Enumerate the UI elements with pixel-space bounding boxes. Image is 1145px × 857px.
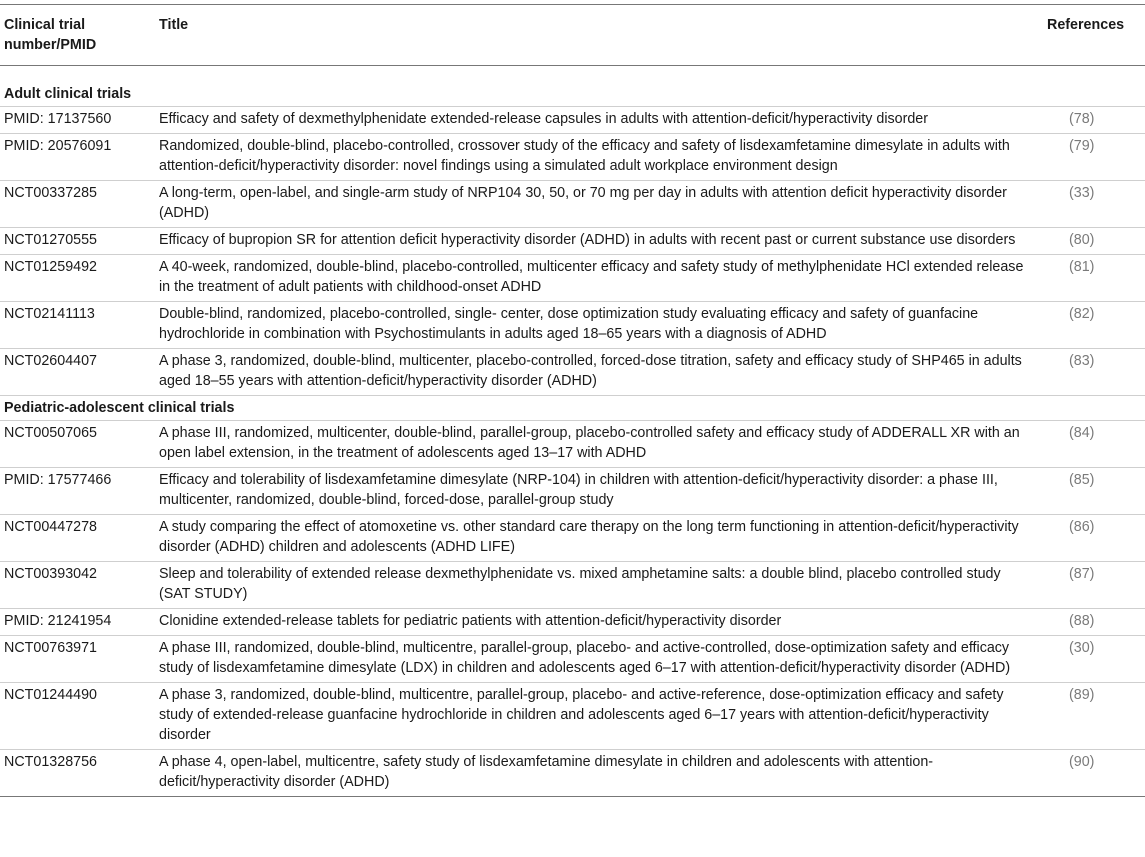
trial-title: Clonidine extended-release tablets for pediatric patients with attention-deficit/hyperactivity disorder bbox=[157, 609, 1033, 636]
reference-link[interactable]: (86) bbox=[1033, 515, 1145, 562]
table-body bbox=[0, 66, 1145, 797]
trial-title: Efficacy and tolerability of lisdexamfetamine dimesylate (NRP-104) in children with attention-deficit/hyperactivity disorder: a phase III, multicenter, randomized, double-blind, forced-dose, parallel-group study bbox=[157, 468, 1033, 515]
section-heading-row bbox=[0, 66, 1145, 107]
reference-link[interactable]: (30) bbox=[1033, 636, 1145, 683]
reference-link[interactable]: (89) bbox=[1033, 683, 1145, 750]
reference-link[interactable]: (81) bbox=[1033, 255, 1145, 302]
trial-id: NCT01270555 bbox=[0, 228, 157, 255]
table-row bbox=[0, 134, 1145, 181]
table-row bbox=[0, 468, 1145, 515]
trial-id: NCT00337285 bbox=[0, 181, 157, 228]
table-row bbox=[0, 302, 1145, 349]
trial-title: A phase 4, open-label, multicentre, safety study of lisdexamfetamine dimesylate in children and adolescents with attention-deficit/hyperactivity disorder (ADHD) bbox=[157, 750, 1033, 797]
table-row bbox=[0, 562, 1145, 609]
table-row bbox=[0, 349, 1145, 396]
trial-title: A phase III, randomized, multicenter, double-blind, parallel-group, placebo-controlled safety and efficacy study of ADDERALL XR with an open label extension, in the treatment of adolescents aged 13–17 with ADHD bbox=[157, 421, 1033, 468]
trial-id: NCT02141113 bbox=[0, 302, 157, 349]
trial-id: PMID: 17577466 bbox=[0, 468, 157, 515]
table-row bbox=[0, 228, 1145, 255]
trial-title: Sleep and tolerability of extended release dexmethylphenidate vs. mixed amphetamine salts: a double blind, placebo controlled study (SAT STUDY) bbox=[157, 562, 1033, 609]
reference-link[interactable]: (83) bbox=[1033, 349, 1145, 396]
trial-id: NCT00507065 bbox=[0, 421, 157, 468]
trial-title: A study comparing the effect of atomoxetine vs. other standard care therapy on the long term functioning in attention-deficit/hyperactivity disorder (ADHD) children and adolescents (ADHD LIFE) bbox=[157, 515, 1033, 562]
reference-link[interactable]: (85) bbox=[1033, 468, 1145, 515]
trial-id: PMID: 20576091 bbox=[0, 134, 157, 181]
reference-link[interactable]: (90) bbox=[1033, 750, 1145, 797]
table-row bbox=[0, 181, 1145, 228]
trial-title: A long-term, open-label, and single-arm study of NRP104 30, 50, or 70 mg per day in adults with attention deficit hyperactivity disorder (ADHD) bbox=[157, 181, 1033, 228]
trial-title: A phase 3, randomized, double-blind, multicenter, placebo-controlled, forced-dose titration, safety and efficacy study of SHP465 in adults aged 18–55 years with attention-deficit/hyperactivity disorder (ADHD) bbox=[157, 349, 1033, 396]
reference-link[interactable]: (84) bbox=[1033, 421, 1145, 468]
section-heading: Pediatric-adolescent clinical trials bbox=[0, 396, 1145, 421]
trial-id: NCT00393042 bbox=[0, 562, 157, 609]
table-row bbox=[0, 255, 1145, 302]
reference-link[interactable]: (82) bbox=[1033, 302, 1145, 349]
trial-id: NCT00763971 bbox=[0, 636, 157, 683]
table-row bbox=[0, 421, 1145, 468]
table-row bbox=[0, 683, 1145, 750]
table-row bbox=[0, 750, 1145, 797]
table-row bbox=[0, 636, 1145, 683]
header-trial-id: Clinical trial number/PMID bbox=[0, 5, 157, 66]
trial-id: NCT01244490 bbox=[0, 683, 157, 750]
trial-title: A phase 3, randomized, double-blind, multicentre, parallel-group, placebo- and active-reference, dose-optimization efficacy and safety study of extended-release guanfacine hydrochloride in children and adolescents aged 6–17 years with attention-deficit/hyperactivity disorder bbox=[157, 683, 1033, 750]
reference-link[interactable]: (79) bbox=[1033, 134, 1145, 181]
table-row bbox=[0, 515, 1145, 562]
table-row bbox=[0, 107, 1145, 134]
trial-title: Efficacy and safety of dexmethylphenidate extended-release capsules in adults with attention-deficit/hyperactivity disorder bbox=[157, 107, 1033, 134]
trial-id: PMID: 17137560 bbox=[0, 107, 157, 134]
trial-id: PMID: 21241954 bbox=[0, 609, 157, 636]
trial-id: NCT01328756 bbox=[0, 750, 157, 797]
trial-title: A phase III, randomized, double-blind, multicentre, parallel-group, placebo- and active-controlled, dose-optimization safety and efficacy study of lisdexamfetamine dimesylate (LDX) in children and adolescents aged 6–17 with attention-deficit/hyperactivity disorder (ADHD) bbox=[157, 636, 1033, 683]
clinical-trials-table bbox=[0, 4, 1145, 797]
section-heading-row bbox=[0, 396, 1145, 421]
table-header bbox=[0, 5, 1145, 66]
trial-title: Randomized, double-blind, placebo-controlled, crossover study of the efficacy and safety of lisdexamfetamine dimesylate in adults with attention-deficit/hyperactivity disorder: novel findings using a simulated adult workplace environment design bbox=[157, 134, 1033, 181]
trial-title: A 40-week, randomized, double-blind, placebo-controlled, multicenter efficacy and safety study of methylphenidate HCl extended release in the treatment of adult patients with childhood-onset ADHD bbox=[157, 255, 1033, 302]
reference-link[interactable]: (33) bbox=[1033, 181, 1145, 228]
reference-link[interactable]: (88) bbox=[1033, 609, 1145, 636]
trial-title: Double-blind, randomized, placebo-controlled, single- center, dose optimization study evaluating efficacy and safety of guanfacine hydrochloride in combination with Psychostimulants in adults aged 18–65 years with a diagnosis of ADHD bbox=[157, 302, 1033, 349]
reference-link[interactable]: (78) bbox=[1033, 107, 1145, 134]
trial-id: NCT02604407 bbox=[0, 349, 157, 396]
trial-title: Efficacy of bupropion SR for attention deficit hyperactivity disorder (ADHD) in adults with recent past or current substance use disorders bbox=[157, 228, 1033, 255]
reference-link[interactable]: (80) bbox=[1033, 228, 1145, 255]
header-row bbox=[0, 5, 1145, 66]
reference-link[interactable]: (87) bbox=[1033, 562, 1145, 609]
header-title: Title bbox=[157, 5, 1033, 66]
trial-id: NCT00447278 bbox=[0, 515, 157, 562]
header-references: References bbox=[1033, 5, 1145, 66]
trial-id: NCT01259492 bbox=[0, 255, 157, 302]
section-heading: Adult clinical trials bbox=[0, 66, 1145, 107]
table-row bbox=[0, 609, 1145, 636]
